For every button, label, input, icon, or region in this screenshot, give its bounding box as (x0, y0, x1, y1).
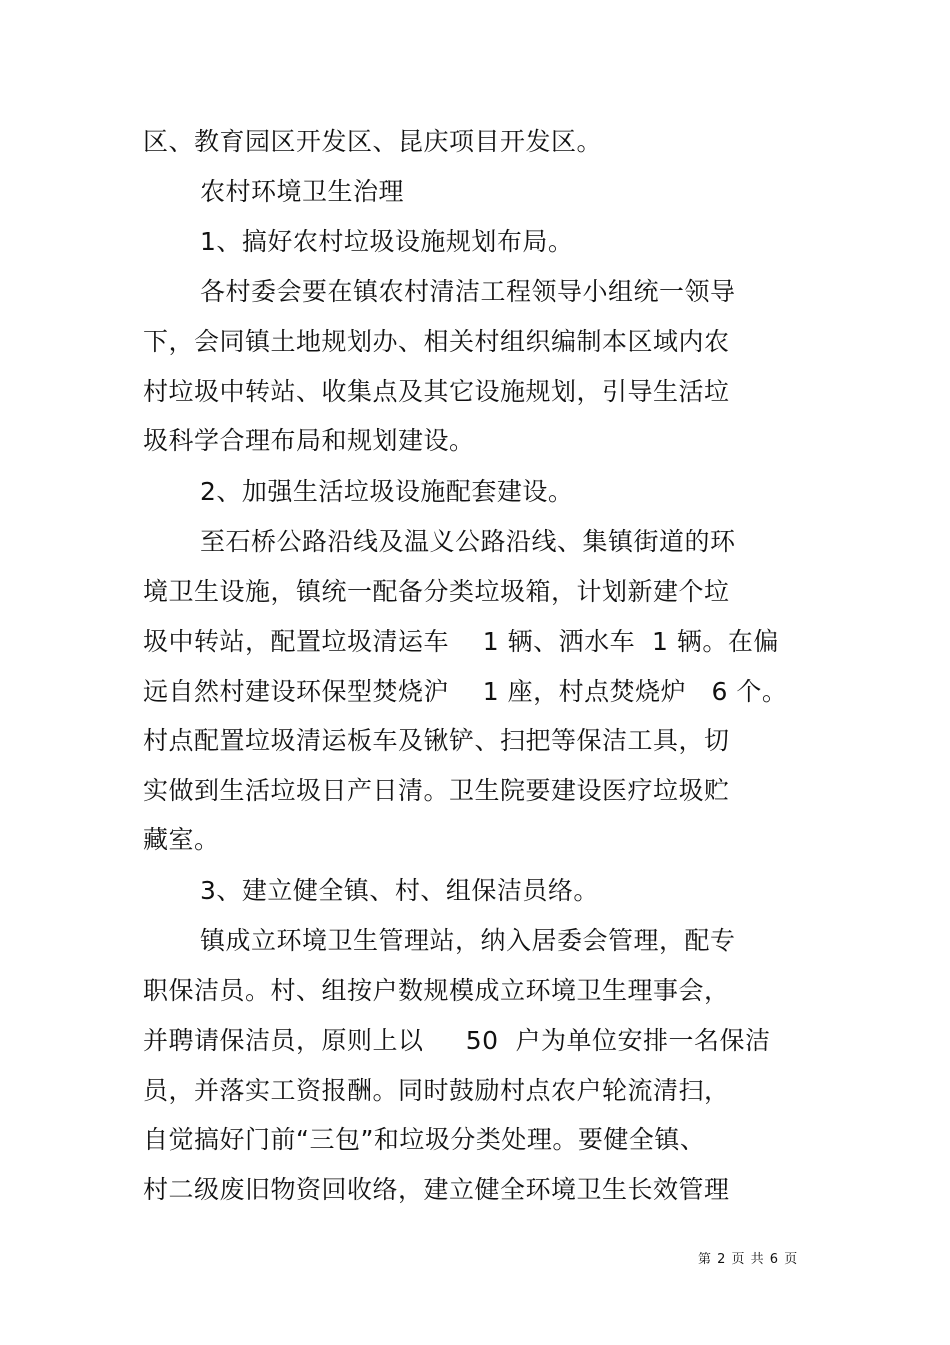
text-line-19: 并聘请保洁员，原则上以 50 户为单位安排一名保洁 (143, 1026, 771, 1055)
text-line-12: 远自然村建设环保型焚烧沪 1 座，村点焚烧炉 6 个。 (143, 677, 788, 706)
text-line-4: 各村委会要在镇农村清洁工程领导小组统一领导 (200, 277, 736, 306)
text-line-5: 下，会同镇土地规划办、相关村组织编制本区域内农 (143, 327, 730, 356)
text-line-6: 村垃圾中转站、收集点及其它设施规划，引导生活垃 (143, 377, 730, 406)
subheading-3: 3、建立健全镇、村、组保洁员络。 (200, 876, 599, 905)
text-line-9: 至石桥公路沿线及温义公路沿线、集镇街道的环 (200, 527, 736, 556)
text-line-14: 实做到生活垃圾日产日清。卫生院要建设医疗垃圾贮 (143, 776, 730, 805)
text-line-15: 藏室。 (143, 825, 220, 854)
text-line-21: 自觉搞好门前“三包”和垃圾分类处理。要健全镇、 (143, 1125, 706, 1154)
text-line-18: 职保洁员。村、组按户数规模成立环境卫生理事会， (143, 976, 730, 1005)
page-number-footer: 第 2 页 共 6 页 (698, 1252, 799, 1267)
section-heading: 农村环境卫生治理 (200, 177, 405, 206)
text-line-1: 区、教育园区开发区、昆庆项目开发区。 (143, 127, 603, 156)
subheading-2: 2、加强生活垃圾设施配套建设。 (200, 477, 574, 506)
text-line-20: 员，并落实工资报酬。同时鼓励村点农户轮流清扫， (143, 1076, 730, 1105)
text-line-11: 圾中转站，配置垃圾清运车 1 辆、洒水车 1 辆。在偏 (143, 627, 779, 656)
text-line-22: 村二级废旧物资回收络，建立健全环境卫生长效管理 (143, 1175, 730, 1204)
text-line-13: 村点配置垃圾清运板车及锹铲、扫把等保洁工具，切 (143, 726, 730, 755)
text-line-10: 境卫生设施，镇统一配备分类垃圾箱，计划新建个垃 (143, 577, 730, 606)
text-line-7: 圾科学合理布局和规划建设。 (143, 426, 475, 455)
subheading-1: 1、搞好农村垃圾设施规划布局。 (200, 227, 574, 256)
text-line-17: 镇成立环境卫生管理站，纳入居委会管理，配专 (200, 926, 736, 955)
